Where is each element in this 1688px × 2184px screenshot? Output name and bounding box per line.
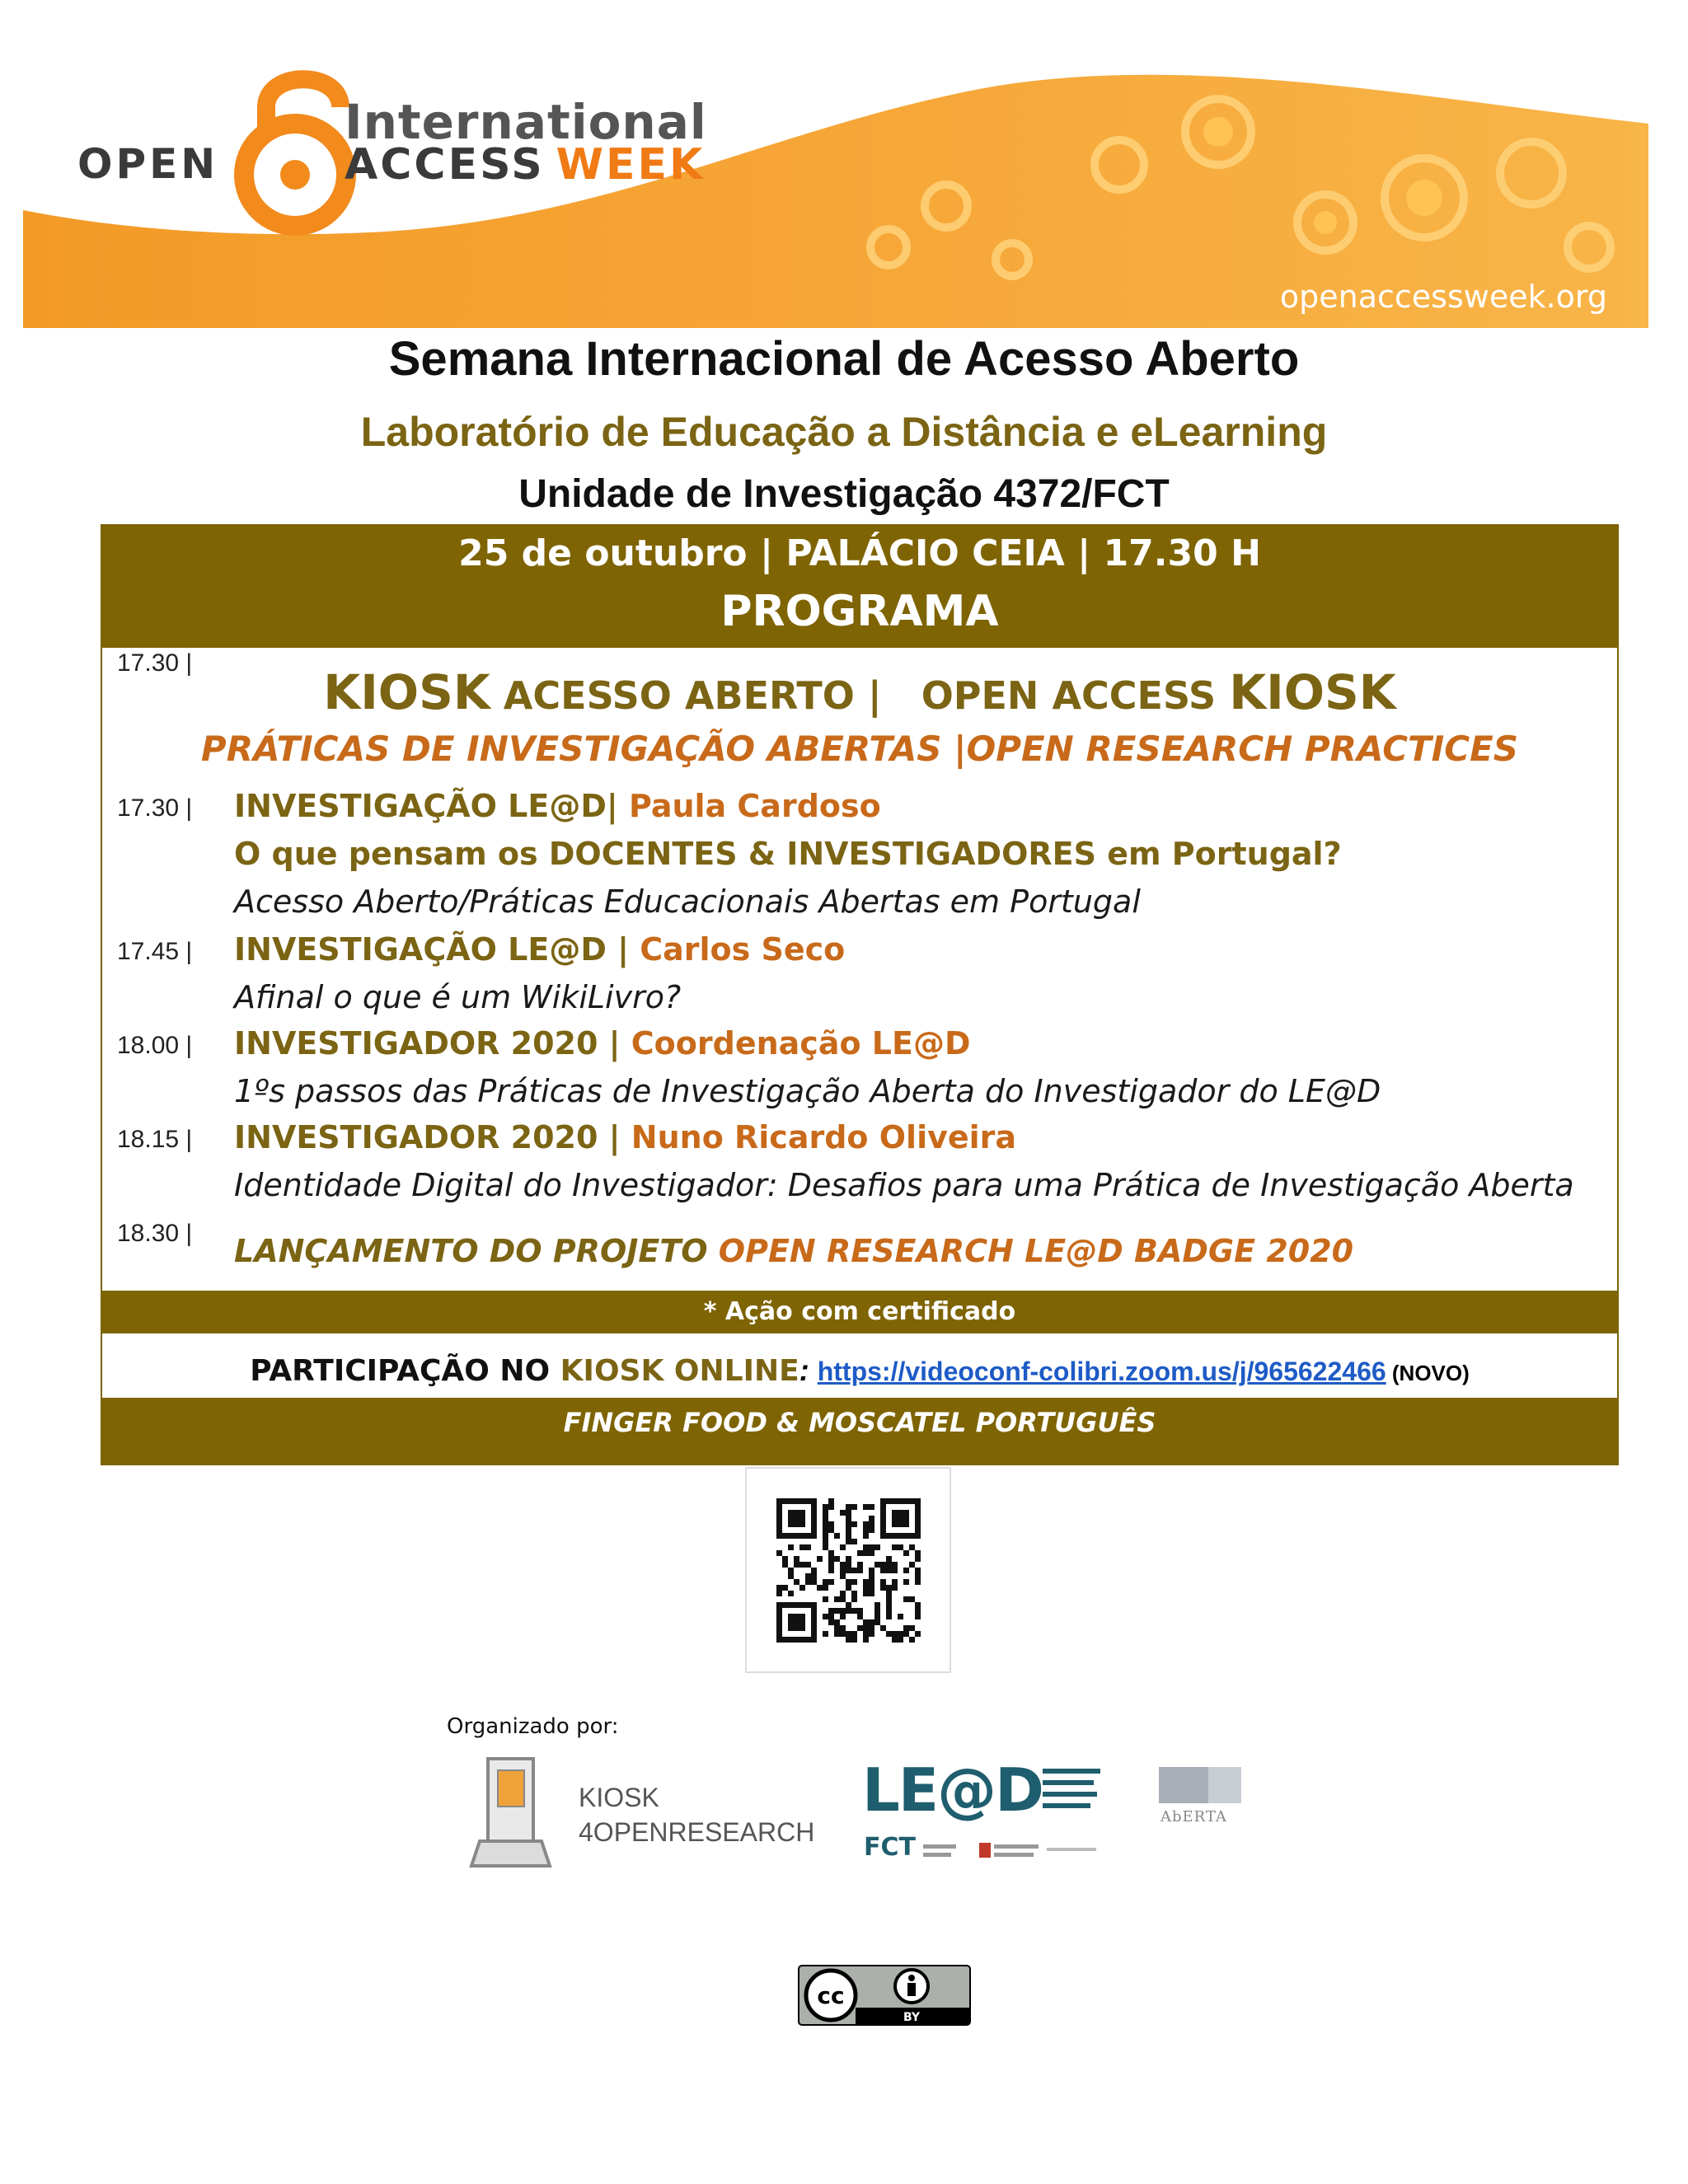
online-participation xyxy=(102,1353,1617,1388)
kiosk-logo-line1: KIOSK xyxy=(579,1783,659,1812)
online-novo: (NOVO) xyxy=(1386,1361,1470,1385)
banner-international-word: International xyxy=(345,94,707,150)
session-time: 17.45 | xyxy=(117,938,193,965)
session-time: 18.00 | xyxy=(117,1032,193,1059)
session-description: Acesso Aberto/Práticas Educacionais Abertas em Portugal xyxy=(234,883,1141,920)
kiosk-word: KIOSK xyxy=(323,664,490,720)
session-speaker: OPEN RESEARCH LE@D BADGE 2020 xyxy=(718,1233,1354,1269)
svg-text:cc: cc xyxy=(817,1982,845,2009)
session-speaker: Carlos Seco xyxy=(640,931,846,968)
partner-logos-strip xyxy=(923,1838,1121,1863)
cc-by-icon xyxy=(798,1965,971,2026)
open-access-week-banner xyxy=(23,0,1648,328)
session-question: O que pensam os DOCENTES & INVESTIGADORES em Portugal? xyxy=(234,836,1342,872)
qr-code-icon xyxy=(747,1469,950,1671)
kiosk-middle-text: ACESSO ABERTO | OPEN ACCESS xyxy=(490,673,1230,718)
aberta-wordmark: AbERTA xyxy=(1160,1808,1227,1825)
session-heading xyxy=(234,1119,1016,1155)
session-speaker: Coordenação LE@D xyxy=(631,1025,971,1062)
session-speaker: Nuno Ricardo Oliveira xyxy=(631,1119,1017,1155)
online-kiosk: KIOSK ONLINE xyxy=(560,1354,799,1388)
zoom-link[interactable]: https://videoconf-colibri.zoom.us/j/965622466 xyxy=(817,1357,1386,1386)
qr-code-box xyxy=(745,1467,951,1673)
session-description: 1ºs passos das Práticas de Investigação Aberta do Investigador do LE@D xyxy=(234,1073,1381,1109)
program-label: PROGRAMA xyxy=(720,587,999,636)
lead-tagline-lines xyxy=(1043,1765,1109,1815)
banner-open-word: OPEN xyxy=(77,140,219,188)
lead-logo xyxy=(857,1755,1129,1863)
session-title: INVESTIGAÇÃO LE@D| xyxy=(234,788,629,824)
session-heading xyxy=(234,1233,1353,1269)
session-time: 18.15 | xyxy=(117,1126,193,1153)
cc-by-license-badge xyxy=(798,1965,971,2026)
session-time: 17.30 | xyxy=(117,794,193,822)
online-colon: : xyxy=(799,1353,818,1387)
aberta-mark xyxy=(1151,1762,1250,1808)
universidade-aberta-logo xyxy=(1151,1762,1250,1841)
finger-food-band: FINGER FOOD & MOSCATEL PORTUGUÊS xyxy=(102,1398,1617,1464)
session-heading xyxy=(234,1025,971,1062)
svg-text:BY: BY xyxy=(903,2011,921,2024)
page-title: Semana Internacional de Acesso Aberto xyxy=(388,332,1300,386)
kiosk-terminal-icon xyxy=(455,1750,570,1874)
kiosk-4openresearch-logo xyxy=(455,1750,818,1874)
banner-access-word: ACCESS xyxy=(345,140,545,190)
program-header-band xyxy=(102,526,1617,648)
kiosk-logo-text xyxy=(579,1780,814,1849)
session-heading xyxy=(234,788,881,824)
online-label: PARTICIPAÇÃO NO xyxy=(250,1354,560,1388)
fct-logo: FCT xyxy=(864,1833,916,1862)
session-time: 18.30 | xyxy=(117,1220,193,1247)
open-research-practices: PRÁTICAS DE INVESTIGAÇÃO ABERTAS |OPEN RESEARCH PRACTICES xyxy=(200,729,1519,769)
event-date-line: 25 de outubro | PALÁCIO CEIA | 17.30 H xyxy=(458,532,1261,574)
unit-subtitle: Unidade de Investigação 4372/FCT xyxy=(518,472,1170,516)
kiosk-title xyxy=(102,664,1617,720)
session-title: INVESTIGADOR 2020 | xyxy=(234,1025,631,1062)
kiosk-time: 17.30 | xyxy=(117,649,193,677)
session-title: LANÇAMENTO DO PROJETO xyxy=(234,1233,719,1269)
session-description: Identidade Digital do Investigador: Desafios para uma Prática de Investigação Aberta xyxy=(234,1167,1574,1203)
certificate-band: * Ação com certificado xyxy=(102,1291,1617,1333)
kiosk-word-2: KIOSK xyxy=(1229,664,1396,720)
session-heading xyxy=(234,931,845,968)
lab-subtitle: Laboratório de Educação a Distância e eLearning xyxy=(360,409,1328,455)
session-title: INVESTIGADOR 2020 | xyxy=(234,1119,631,1155)
lead-wordmark: LE@D xyxy=(862,1755,1043,1825)
organized-by-label: Organizado por: xyxy=(447,1714,619,1739)
banner-site-url: openaccessweek.org xyxy=(1279,279,1607,315)
session-speaker: Paula Cardoso xyxy=(629,788,881,824)
banner-week-word: WEEK xyxy=(556,140,706,190)
kiosk-logo-line2: 4OPENRESEARCH xyxy=(579,1817,815,1847)
session-description: Afinal o que é um WikiLivro? xyxy=(234,979,682,1015)
banner-access-week xyxy=(345,140,705,190)
program-table xyxy=(101,524,1619,1465)
session-title: INVESTIGAÇÃO LE@D | xyxy=(234,931,640,968)
